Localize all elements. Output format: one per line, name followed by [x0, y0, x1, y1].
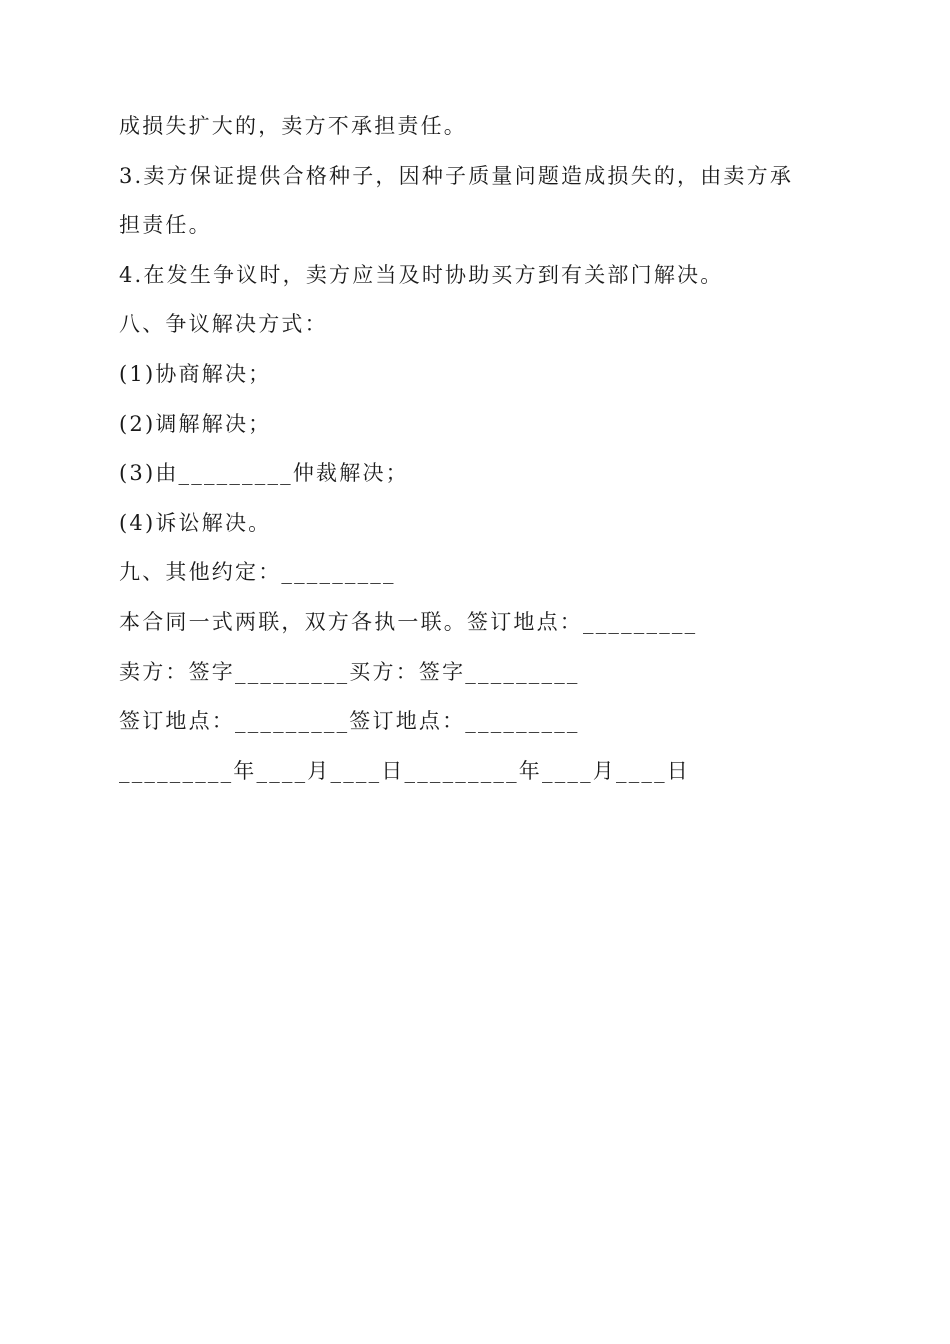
signing-date-line: _________年____月____日_________年____月____日 — [119, 758, 690, 783]
contract-copies-and-place: 本合同一式两联，双方各执一联。签订地点：_________ — [119, 609, 698, 634]
signing-place-line: 签订地点：_________签订地点：_________ — [119, 709, 580, 734]
dispute-option-litigation: (4)诉讼解决。 — [119, 510, 272, 535]
clause-dispute-assistance: 4.在发生争议时，卖方应当及时协助买方到有关部门解决。 — [119, 262, 724, 287]
dispute-option-negotiation: (1)协商解决； — [119, 361, 272, 386]
signature-line: 卖方：签字_________买方：签字_________ — [119, 659, 580, 684]
clause-seed-quality-continuation: 担责任。 — [119, 213, 212, 238]
dispute-option-mediation: (2)调解解决； — [119, 411, 272, 436]
contract-body — [119, 102, 839, 796]
section-heading-other-terms: 九、其他约定：_________ — [119, 560, 396, 585]
clause-liability-continuation: 成损失扩大的，卖方不承担责任。 — [119, 114, 467, 138]
clause-seed-quality: 3.卖方保证提供合格种子，因种子质量问题造成损失的，由卖方承 — [119, 163, 794, 188]
section-heading-dispute-resolution: 八、争议解决方式： — [119, 312, 328, 337]
dispute-option-arbitration: (3)由_________仲裁解决； — [119, 461, 409, 486]
